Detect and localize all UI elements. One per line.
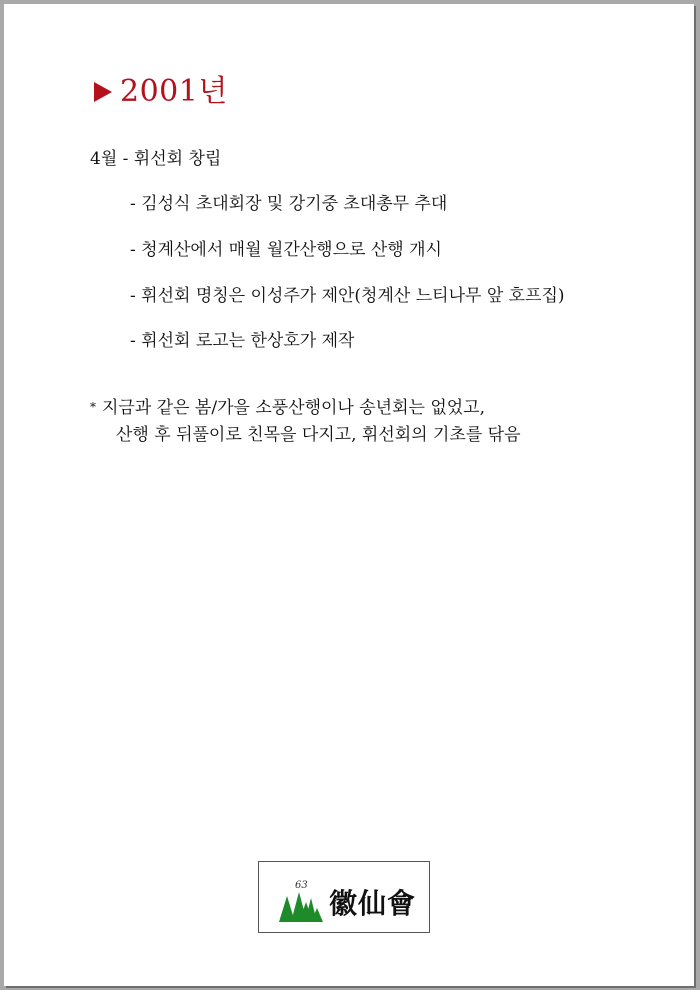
footnote-text-1: 지금과 같은 봄/가을 소풍산행이나 송년회는 없었고, (102, 398, 486, 418)
event-detail-line: - 김성식 초대회장 및 강기중 초대총무 추대 (130, 194, 448, 214)
year-title: 2001년 (120, 74, 228, 109)
logo-name: 徽仙會 (329, 887, 417, 920)
footnote-line-2: 산행 후 뒤풀이로 친목을 다지고, 휘선회의 기초를 닦음 (116, 425, 521, 445)
footnote-marker: * (90, 400, 96, 414)
year-heading (94, 72, 228, 112)
event-detail-line: - 청계산에서 매월 월간산행으로 산행 개시 (130, 240, 442, 260)
document-page (4, 4, 694, 986)
event-month-line: 4월 - 휘선회 창립 (90, 149, 222, 169)
triangle-bullet-icon (94, 82, 112, 102)
logo-number: 63 (295, 880, 308, 891)
footnote-line-1 (90, 397, 485, 420)
event-detail-line: - 휘선회 로고는 한상호가 제작 (130, 331, 355, 351)
event-detail-line: - 휘선회 명칭은 이성주가 제안(청계산 느티나무 앞 호프집) (130, 286, 565, 306)
club-logo (258, 861, 430, 933)
